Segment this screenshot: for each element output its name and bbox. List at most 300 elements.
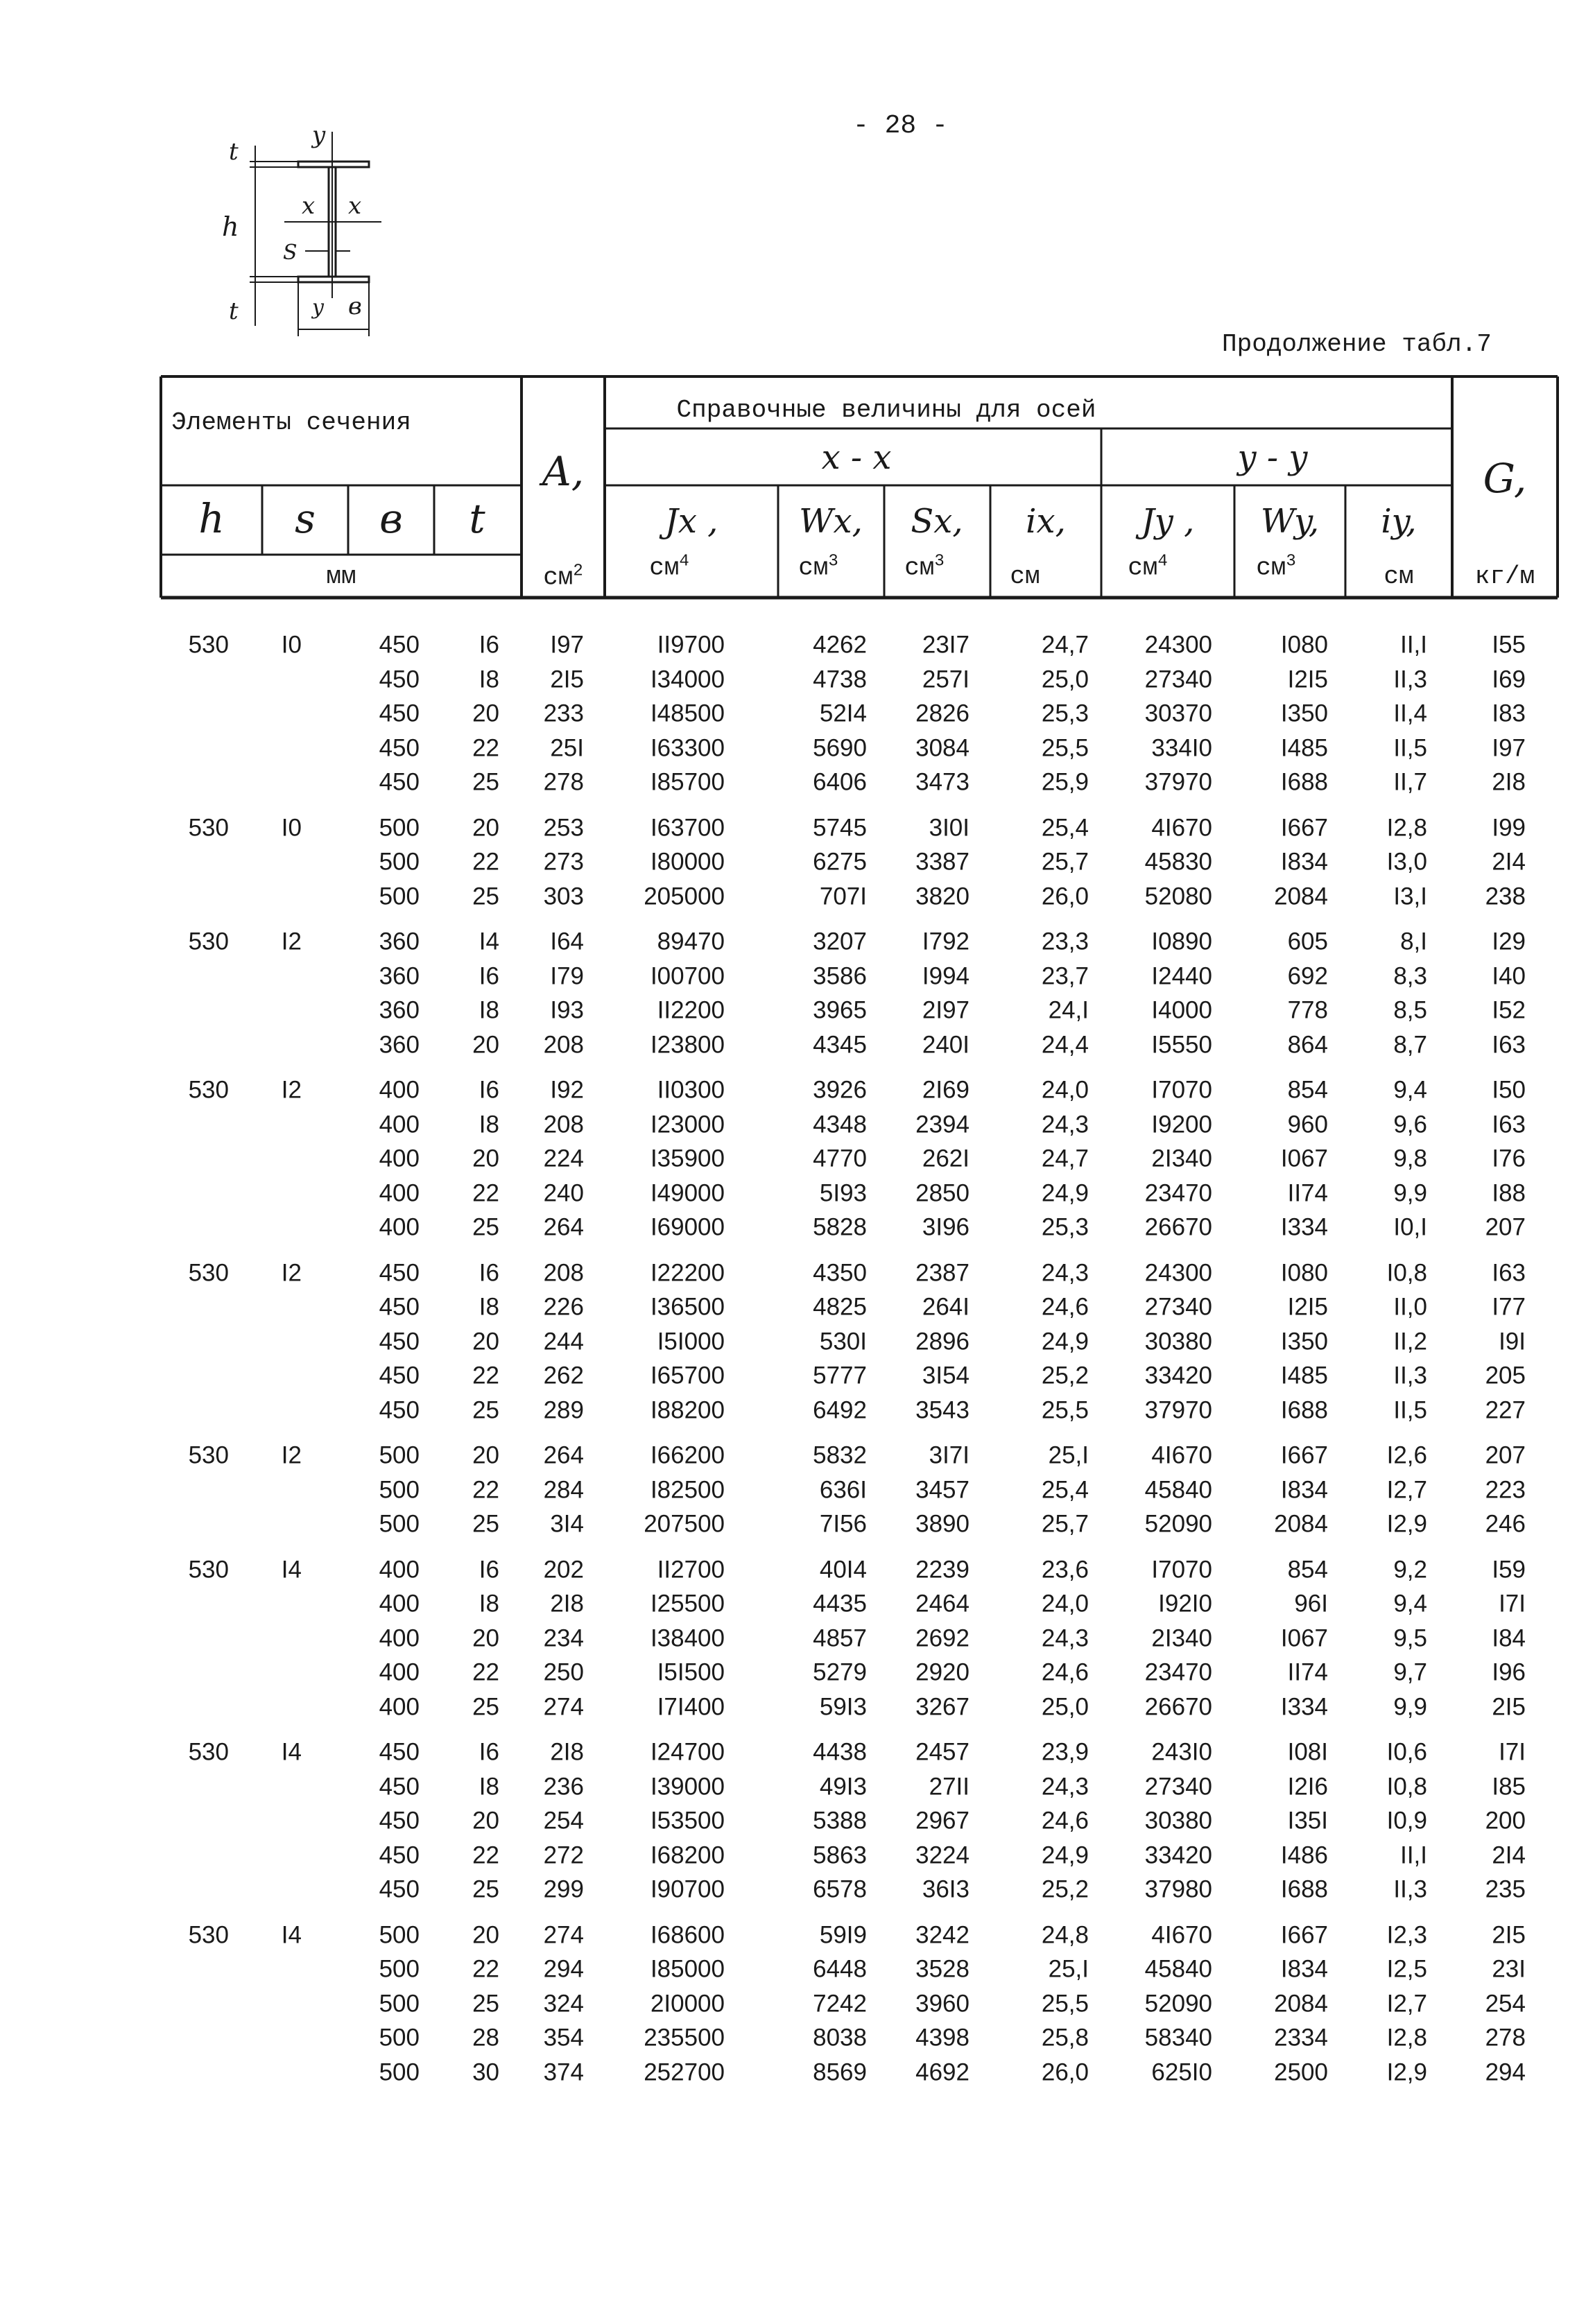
cell-ix: 24,9	[1041, 1841, 1089, 1868]
cell-Jy: 24300	[1144, 631, 1212, 659]
header-unit-sx: $см^3$	[904, 552, 945, 582]
cell-b: 360	[379, 996, 420, 1024]
cell-ix: 25,0	[1041, 666, 1089, 693]
cell-t: 25	[472, 1510, 499, 1538]
header-col-iy: iy,	[1381, 502, 1417, 541]
cell-A: 253	[543, 814, 584, 841]
figure-label-x-right: x	[348, 192, 362, 220]
cell-Wy: I688	[1280, 1875, 1328, 1903]
cell-t: 20	[472, 1145, 499, 1172]
cell-b: 360	[379, 962, 420, 989]
cell-Wy: I485	[1280, 1362, 1328, 1389]
cell-iy: I0,6	[1386, 1738, 1427, 1766]
cell-Wy: I334	[1280, 1693, 1328, 1720]
figure-label-s: S	[283, 241, 298, 265]
cell-s: I2	[281, 1259, 302, 1286]
cell-G: 227	[1485, 1396, 1526, 1423]
cell-ix: 24,6	[1041, 1807, 1089, 1835]
cell-t: 20	[472, 1441, 499, 1469]
cell-b: 500	[379, 1510, 420, 1538]
cell-Wx: 6275	[813, 848, 867, 876]
cell-b: 400	[379, 1693, 420, 1720]
cell-iy: II,2	[1393, 1328, 1427, 1355]
cell-G: 2I5	[1492, 1693, 1526, 1720]
cell-t: 28	[472, 2024, 499, 2052]
cell-G: I7I	[1499, 1738, 1526, 1766]
cell-t: 25	[472, 1875, 499, 1903]
cell-Wy: I334	[1280, 1213, 1328, 1241]
cell-b: 500	[379, 1955, 420, 1983]
cell-iy: I0,I	[1393, 1213, 1427, 1241]
cell-ix: 25,9	[1041, 768, 1089, 796]
cell-A: 3I4	[550, 1510, 584, 1538]
cell-Sx: 240I	[922, 1031, 969, 1058]
cell-Jy: 52090	[1144, 1510, 1212, 1538]
cell-ix: 24,3	[1041, 1111, 1089, 1138]
cell-b: 500	[379, 2058, 420, 2085]
cell-Sx: 23I7	[922, 631, 969, 659]
cell-Jx: I34000	[650, 666, 725, 693]
cell-ix: 25,5	[1041, 1990, 1089, 2017]
cell-Jx: 252700	[644, 2058, 725, 2085]
cell-t: 20	[472, 814, 499, 841]
figure-label-t-bottom: t	[229, 297, 239, 325]
cell-Wy: I667	[1280, 1441, 1328, 1469]
cell-Jx: I90700	[650, 1875, 725, 1903]
cell-Wy: 854	[1287, 1556, 1328, 1583]
cell-Wy: 854	[1287, 1076, 1328, 1104]
cell-t: I8	[479, 1590, 499, 1618]
cell-ix: 25,5	[1041, 1396, 1089, 1423]
cell-Sx: 262I	[922, 1145, 969, 1172]
cell-h: 530	[188, 1921, 229, 1948]
cell-G: I59	[1492, 1556, 1526, 1583]
cell-Jy: I92I0	[1158, 1590, 1212, 1618]
header-reference-values: Справочные величины для осей	[676, 396, 1096, 424]
cell-iy: I2,7	[1386, 1990, 1427, 2017]
cell-t: 20	[472, 700, 499, 727]
cell-t: 20	[472, 1624, 499, 1651]
cell-t: 25	[472, 1213, 499, 1241]
cell-t: I4	[479, 928, 499, 955]
cell-Wy: I35I	[1287, 1807, 1328, 1835]
cell-Wy: 2500	[1274, 2058, 1328, 2085]
cell-A: 25I	[550, 734, 584, 761]
cell-G: 2I5	[1492, 1921, 1526, 1948]
cell-Sx: 3387	[915, 848, 969, 876]
cell-A: I79	[550, 962, 584, 989]
cell-iy: 9,7	[1393, 1658, 1427, 1686]
cell-G: 246	[1485, 1510, 1526, 1538]
cell-G: I77	[1492, 1293, 1526, 1321]
cell-Jx: 235500	[644, 2024, 725, 2052]
header-weight-symbol: G,	[1483, 455, 1527, 502]
cell-ix: 24,0	[1041, 1590, 1089, 1618]
header-col-wy: Wy,	[1260, 502, 1320, 541]
cell-b: 500	[379, 848, 420, 876]
header-col-s: s	[295, 495, 316, 542]
cell-b: 450	[379, 1259, 420, 1286]
cell-ix: 25,4	[1041, 814, 1089, 841]
cell-t: I8	[479, 1773, 499, 1800]
cell-b: 400	[379, 1556, 420, 1583]
cell-Wy: 2334	[1274, 2024, 1328, 2052]
cell-Jx: I5I000	[657, 1328, 725, 1355]
cell-iy: I2,9	[1386, 2058, 1427, 2085]
cell-Sx: 2692	[915, 1624, 969, 1651]
cell-Wx: 40I4	[819, 1556, 867, 1583]
cell-b: 450	[379, 1807, 420, 1835]
cell-Jy: 45840	[1144, 1955, 1212, 1983]
cell-ix: 25,4	[1041, 1476, 1089, 1503]
cell-ix: 24,7	[1041, 631, 1089, 659]
cell-t: 20	[472, 1807, 499, 1835]
cell-Wx: 5832	[813, 1441, 867, 1469]
cell-b: 500	[379, 883, 420, 910]
cell-t: 22	[472, 1179, 499, 1206]
cell-A: 354	[543, 2024, 584, 2052]
cell-Jx: I7I400	[657, 1693, 725, 1720]
cell-Jy: 4I670	[1151, 1441, 1212, 1469]
cell-Wx: 4825	[813, 1293, 867, 1321]
cell-iy: II,5	[1393, 1396, 1427, 1423]
cell-Jy: I0890	[1151, 928, 1212, 955]
header-unit-kgm: кг/м	[1474, 562, 1535, 591]
cell-Jy: 2I340	[1151, 1624, 1212, 1651]
cell-Wy: I08I	[1287, 1738, 1328, 1766]
cell-t: I6	[479, 962, 499, 989]
header-unit-jx: $см^4$	[649, 552, 689, 582]
cell-Jy: 30380	[1144, 1807, 1212, 1835]
cell-Jy: 27340	[1144, 666, 1212, 693]
cell-G: 200	[1485, 1807, 1526, 1835]
cell-A: 272	[543, 1841, 584, 1868]
cell-Wx: 6406	[813, 768, 867, 796]
cell-Wx: 6492	[813, 1396, 867, 1423]
cell-iy: 9,4	[1393, 1590, 1427, 1618]
cell-G: I85	[1492, 1773, 1526, 1800]
cell-Jy: I5550	[1151, 1031, 1212, 1058]
figure-label-y-bottom: y	[312, 295, 324, 320]
cell-Jx: 2I0000	[650, 1990, 725, 2017]
cell-Jx: II2200	[657, 996, 725, 1024]
cell-Jx: I53500	[650, 1807, 725, 1835]
cell-b: 500	[379, 2024, 420, 2052]
cell-A: 273	[543, 848, 584, 876]
cell-t: 22	[472, 1841, 499, 1868]
cell-Jx: I24700	[650, 1738, 725, 1766]
cell-Wx: 7I56	[819, 1510, 867, 1538]
cell-s: I4	[281, 1556, 302, 1583]
cell-Jy: 37970	[1144, 1396, 1212, 1423]
cell-Jx: I66200	[650, 1441, 725, 1469]
cell-Jx: I88200	[650, 1396, 725, 1423]
cell-t: 25	[472, 883, 499, 910]
cell-G: I88	[1492, 1179, 1526, 1206]
cell-A: 208	[543, 1031, 584, 1058]
cell-Sx: 2850	[915, 1179, 969, 1206]
cell-Jy: 24300	[1144, 1259, 1212, 1286]
cell-Jx: I85000	[650, 1955, 725, 1983]
cell-s: I2	[281, 1441, 302, 1469]
cell-A: 294	[543, 1955, 584, 1983]
cell-G: I50	[1492, 1076, 1526, 1104]
cell-b: 400	[379, 1213, 420, 1241]
cell-h: 530	[188, 1259, 229, 1286]
header-section-elements: Элементы сечения	[171, 408, 411, 437]
cell-b: 450	[379, 1773, 420, 1800]
cell-G: 207	[1485, 1213, 1526, 1241]
cell-Jx: I63700	[650, 814, 725, 841]
cell-A: 240	[543, 1179, 584, 1206]
cell-iy: II,7	[1393, 768, 1427, 796]
header-axis-yy: y - y	[1237, 438, 1308, 477]
cell-ix: 26,0	[1041, 883, 1089, 910]
cell-b: 500	[379, 1990, 420, 2017]
table-header-grid	[0, 0, 1586, 624]
cell-iy: 9,9	[1393, 1693, 1427, 1720]
cell-Jy: 33420	[1144, 1362, 1212, 1389]
cell-G: I99	[1492, 814, 1526, 841]
cell-t: I6	[479, 631, 499, 659]
cell-s: I0	[281, 631, 302, 659]
cell-Jy: I4000	[1151, 996, 1212, 1024]
cell-Wx: 5745	[813, 814, 867, 841]
cell-Sx: 3224	[915, 1841, 969, 1868]
cell-Jx: II0300	[657, 1076, 725, 1104]
cell-G: 2I4	[1492, 848, 1526, 876]
cell-ix: 24,0	[1041, 1076, 1089, 1104]
cell-b: 450	[379, 631, 420, 659]
cell-A: 374	[543, 2058, 584, 2085]
cell-t: 25	[472, 1396, 499, 1423]
cell-Wy: I067	[1280, 1624, 1328, 1651]
cell-Jy: 2I340	[1151, 1145, 1212, 1172]
cell-iy: II,3	[1393, 1362, 1427, 1389]
cell-Wx: 59I9	[819, 1921, 867, 1948]
cell-A: 262	[543, 1362, 584, 1389]
cell-t: 25	[472, 1693, 499, 1720]
cell-Sx: 2387	[915, 1259, 969, 1286]
cell-Sx: 257I	[922, 666, 969, 693]
cell-iy: I2,5	[1386, 1955, 1427, 1983]
header-unit-cm2: $см^2$	[543, 562, 583, 592]
cell-A: 254	[543, 1807, 584, 1835]
cell-Jx: I85700	[650, 768, 725, 796]
cell-Sx: 2920	[915, 1658, 969, 1686]
cell-Jy: 26670	[1144, 1213, 1212, 1241]
cell-h: 530	[188, 928, 229, 955]
cell-Jx: I65700	[650, 1362, 725, 1389]
cell-t: I6	[479, 1076, 499, 1104]
cell-Jx: I48500	[650, 700, 725, 727]
cell-Wx: 4770	[813, 1145, 867, 1172]
cell-Jy: I7070	[1151, 1076, 1212, 1104]
cell-t: 22	[472, 734, 499, 761]
cell-G: I69	[1492, 666, 1526, 693]
cell-Wx: 49I3	[819, 1773, 867, 1800]
cell-ix: 23,7	[1041, 962, 1089, 989]
cell-Jx: I82500	[650, 1476, 725, 1503]
cell-Sx: 2I69	[922, 1076, 969, 1104]
cell-iy: 9,5	[1393, 1624, 1427, 1651]
cell-b: 450	[379, 1738, 420, 1766]
cell-G: 2I8	[1492, 768, 1526, 796]
cell-t: I8	[479, 996, 499, 1024]
header-unit-mm: мм	[326, 562, 356, 591]
cell-iy: II,I	[1400, 1841, 1427, 1868]
cell-b: 400	[379, 1590, 420, 1618]
cell-A: 284	[543, 1476, 584, 1503]
cell-Jx: I23800	[650, 1031, 725, 1058]
cell-b: 500	[379, 1921, 420, 1948]
cell-G: 2I4	[1492, 1841, 1526, 1868]
cell-Jy: 334I0	[1151, 734, 1212, 761]
header-unit-jy: $см^4$	[1128, 552, 1168, 582]
cell-t: I8	[479, 1111, 499, 1138]
cell-Wy: I067	[1280, 1145, 1328, 1172]
cell-Wy: 2084	[1274, 883, 1328, 910]
cell-A: 234	[543, 1624, 584, 1651]
cell-Jy: 45840	[1144, 1476, 1212, 1503]
cell-iy: II,I	[1400, 631, 1427, 659]
cell-Jy: I9200	[1151, 1111, 1212, 1138]
cell-iy: 8,7	[1393, 1031, 1427, 1058]
cell-h: 530	[188, 1076, 229, 1104]
cell-b: 450	[379, 1875, 420, 1903]
cell-iy: I3,0	[1386, 848, 1427, 876]
cell-iy: I2,7	[1386, 1476, 1427, 1503]
cell-Jy: 52090	[1144, 1990, 1212, 2017]
cell-iy: I2,9	[1386, 1510, 1427, 1538]
cell-s: I4	[281, 1738, 302, 1766]
cell-iy: II,3	[1393, 1875, 1427, 1903]
cell-Wy: I486	[1280, 1841, 1328, 1868]
cell-Wx: 4350	[813, 1259, 867, 1286]
cell-ix: 23,3	[1041, 928, 1089, 955]
cell-Wy: I2I6	[1287, 1773, 1328, 1800]
cell-Wx: 636I	[819, 1476, 867, 1503]
cell-Sx: 27II	[929, 1773, 969, 1800]
cell-s: I0	[281, 814, 302, 841]
header-unit-iy: см	[1384, 562, 1414, 591]
cell-Wx: 4438	[813, 1738, 867, 1766]
cell-Jy: 45830	[1144, 848, 1212, 876]
cell-Wx: 4345	[813, 1031, 867, 1058]
cell-ix: 25,I	[1048, 1441, 1089, 1469]
cell-Jx: 207500	[644, 1510, 725, 1538]
cell-G: I7I	[1499, 1590, 1526, 1618]
cell-Jy: 23470	[1144, 1179, 1212, 1206]
figure-label-x-left: x	[302, 192, 316, 220]
cell-b: 500	[379, 1476, 420, 1503]
cell-G: I9I	[1499, 1328, 1526, 1355]
cell-h: 530	[188, 1556, 229, 1583]
cell-Wx: 530I	[819, 1328, 867, 1355]
cell-Wx: 7242	[813, 1990, 867, 2017]
cell-Wx: 707I	[819, 883, 867, 910]
cell-Jy: 30370	[1144, 700, 1212, 727]
cell-Sx: 2457	[915, 1738, 969, 1766]
cell-Wx: 4262	[813, 631, 867, 659]
cell-Wy: 2084	[1274, 1990, 1328, 2017]
cell-Jy: 4I670	[1151, 1921, 1212, 1948]
cell-Wy: I688	[1280, 1396, 1328, 1423]
cell-Wx: 5777	[813, 1362, 867, 1389]
cell-Sx: 2826	[915, 700, 969, 727]
cell-t: I6	[479, 1259, 499, 1286]
cell-Wx: 5388	[813, 1807, 867, 1835]
cell-ix: 24,6	[1041, 1658, 1089, 1686]
cell-Sx: 264I	[922, 1293, 969, 1321]
cell-A: 303	[543, 883, 584, 910]
cell-h: 530	[188, 1738, 229, 1766]
cell-Wy: I667	[1280, 814, 1328, 841]
cell-Sx: 3242	[915, 1921, 969, 1948]
header-unit-ix: см	[1010, 562, 1040, 591]
header-axis-xx: x - x	[821, 438, 892, 477]
cell-t: I8	[479, 1293, 499, 1321]
cell-b: 400	[379, 1179, 420, 1206]
cell-A: 324	[543, 1990, 584, 2017]
cell-Wy: 692	[1287, 962, 1328, 989]
cell-Sx: 3I0I	[929, 814, 969, 841]
figure-label-h: h	[222, 211, 239, 242]
cell-s: I2	[281, 928, 302, 955]
cell-ix: 24,4	[1041, 1031, 1089, 1058]
cell-Jy: 27340	[1144, 1773, 1212, 1800]
cell-iy: 9,2	[1393, 1556, 1427, 1583]
figure-label-b: в	[348, 293, 362, 320]
cell-ix: 24,7	[1041, 1145, 1089, 1172]
cell-ix: 25,8	[1041, 2024, 1089, 2052]
cell-t: 22	[472, 1362, 499, 1389]
cell-Wy: II74	[1287, 1179, 1328, 1206]
header-col-ix: ix,	[1026, 502, 1066, 541]
cell-Jy: 23470	[1144, 1658, 1212, 1686]
cell-t: I6	[479, 1738, 499, 1766]
cell-iy: II,5	[1393, 734, 1427, 761]
cell-ix: 24,3	[1041, 1259, 1089, 1286]
cell-t: I6	[479, 1556, 499, 1583]
cell-ix: 25,7	[1041, 1510, 1089, 1538]
cell-ix: 23,6	[1041, 1556, 1089, 1583]
cell-t: 22	[472, 1955, 499, 1983]
header-col-jx: Jx ,	[664, 502, 718, 541]
cell-Jx: I5I500	[657, 1658, 725, 1686]
cell-Sx: 4398	[915, 2024, 969, 2052]
cell-iy: I2,3	[1386, 1921, 1427, 1948]
cell-h: 530	[188, 631, 229, 659]
cell-ix: 25,2	[1041, 1362, 1089, 1389]
cell-A: 2I8	[550, 1590, 584, 1618]
cell-Wy: I834	[1280, 1476, 1328, 1503]
cell-b: 450	[379, 1396, 420, 1423]
cell-Jy: 243I0	[1151, 1738, 1212, 1766]
cell-G: 278	[1485, 2024, 1526, 2052]
cell-Jx: I00700	[650, 962, 725, 989]
cell-Jx: I68600	[650, 1921, 725, 1948]
cell-A: I92	[550, 1076, 584, 1104]
cell-G: 238	[1485, 883, 1526, 910]
cell-ix: 24,3	[1041, 1624, 1089, 1651]
cell-Wx: 6448	[813, 1955, 867, 1983]
cell-t: 22	[472, 1476, 499, 1503]
cell-A: I93	[550, 996, 584, 1024]
cell-A: 224	[543, 1145, 584, 1172]
cell-Wy: I350	[1280, 1328, 1328, 1355]
cell-Jx: I25500	[650, 1590, 725, 1618]
